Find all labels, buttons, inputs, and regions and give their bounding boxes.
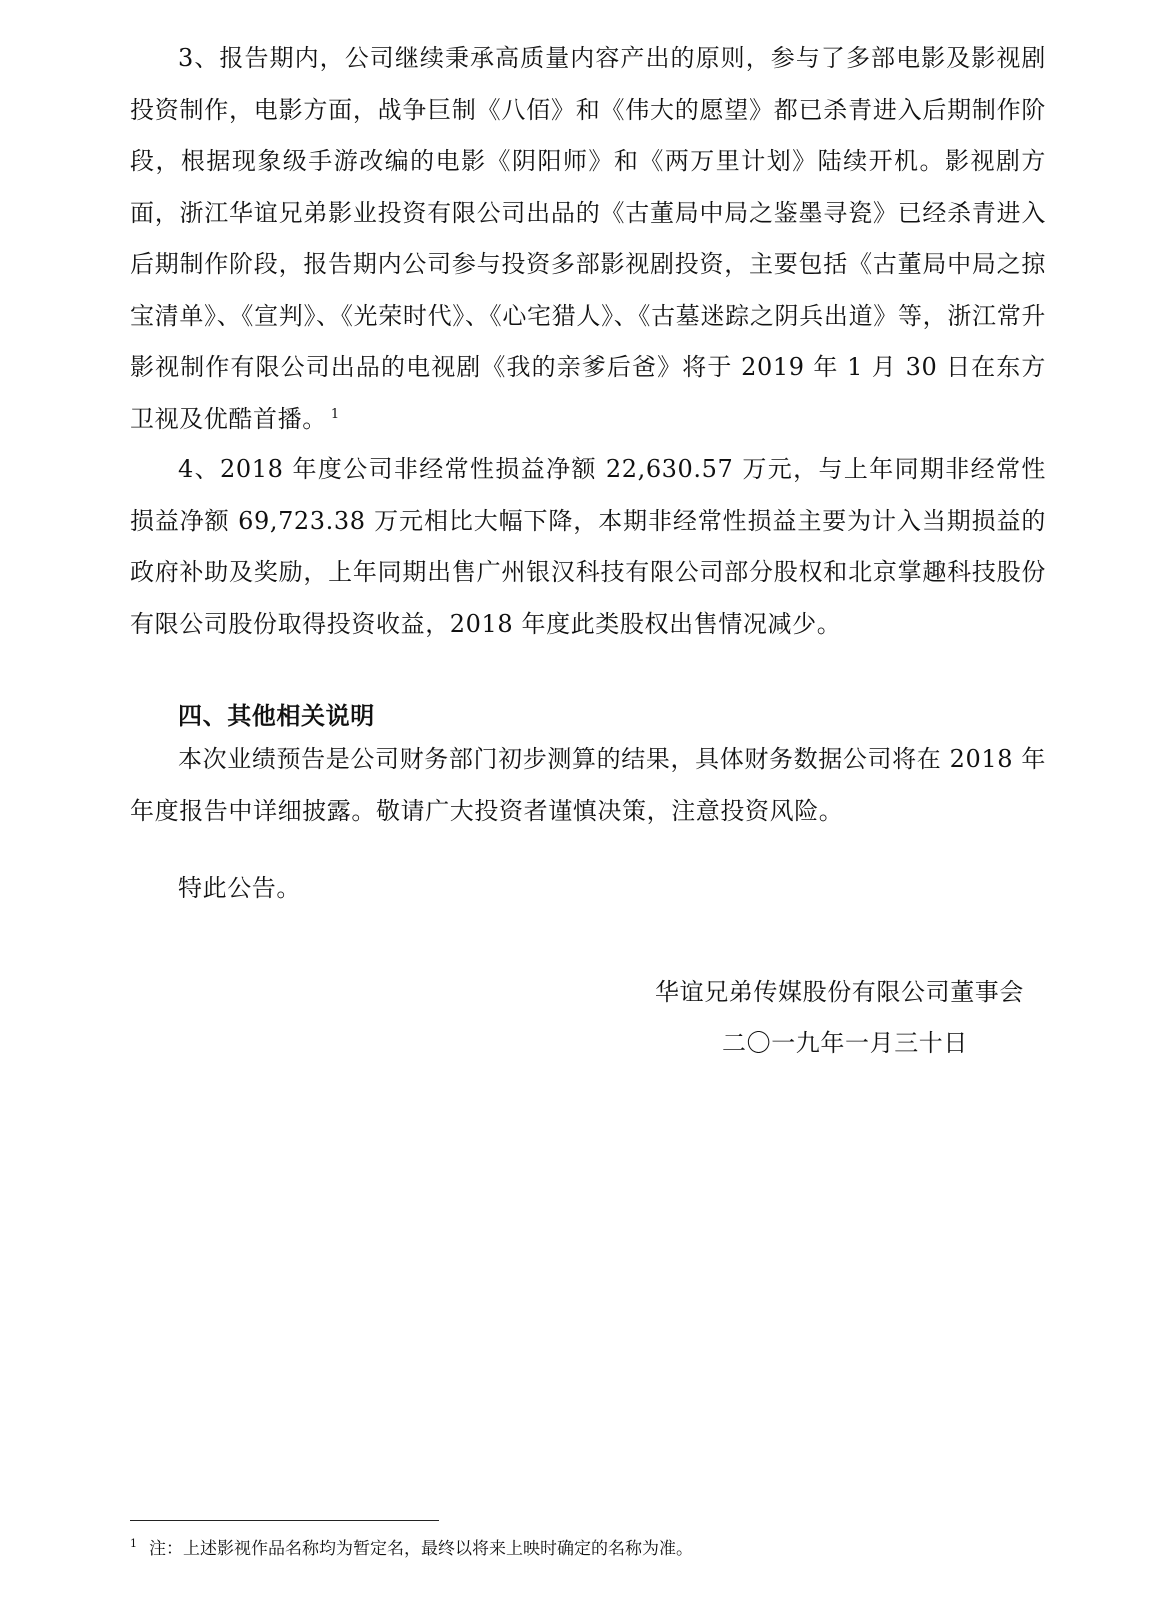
paragraph-other-notes: 本次业绩预告是公司财务部门初步测算的结果，具体财务数据公司将在 2018 年年度报告中详细披露。敬请广大投资者谨慎决策，注意投资风险。	[130, 745, 1046, 825]
paragraph-item-3	[130, 33, 1046, 445]
footnote-text: 注：上述影视作品名称均为暂定名，最终以将来上映时确定的名称为准。	[149, 1539, 693, 1559]
closing-statement: 特此公告。	[178, 874, 301, 902]
footnote-mark: 1	[130, 1537, 137, 1551]
signature-company: 华谊兄弟传媒股份有限公司董事会	[655, 978, 1024, 1006]
footnote	[130, 1536, 693, 1562]
footnote-divider	[130, 1520, 439, 1521]
signature-date: 二〇一九年一月三十日	[722, 1029, 968, 1057]
paragraph-item-3-text: 3、报告期内，公司继续秉承高质量内容产出的原则，参与了多部电影及影视剧投资制作，电影方面，战争巨制《八佰》和《伟大的愿望》都已杀青进入后期制作阶段，根据现象级手游改编的电影《阴阳师》和《两万里计划》陆续开机。影视剧方面，浙江华谊兄弟影业投资有限公司出品的《古董局中局之鉴墨寻瓷》已经杀青进入后期制作阶段，报告期内公司参与投资多部影视剧投资，主要包括《古董局中局之掠宝清单》、《宣判》、《光荣时代》、《心宅猎人》、《古墓迷踪之阴兵出道》等，浙江常升影视制作有限公司出品的电视剧《我的亲爹后爸》将于 2019 年 1 月 30 日在东方卫视及优酷首播。	[130, 44, 1046, 433]
footnote-reference[interactable]: 1	[330, 406, 340, 422]
section-heading-other-notes: 四、其他相关说明	[178, 701, 375, 730]
paragraph-item-4: 4、2018 年度公司非经常性损益净额 22,630.57 万元，与上年同期非经常性损益净额 69,723.38 万元相比大幅下降，本期非经常性损益主要为计入当期损益的政府补助及奖励，上年同期出售广州银汉科技有限公司部分股权和北京掌趣科技股份有限公司股份取得投资收益，2018 年度此类股权出售情况减少。	[130, 455, 1046, 638]
